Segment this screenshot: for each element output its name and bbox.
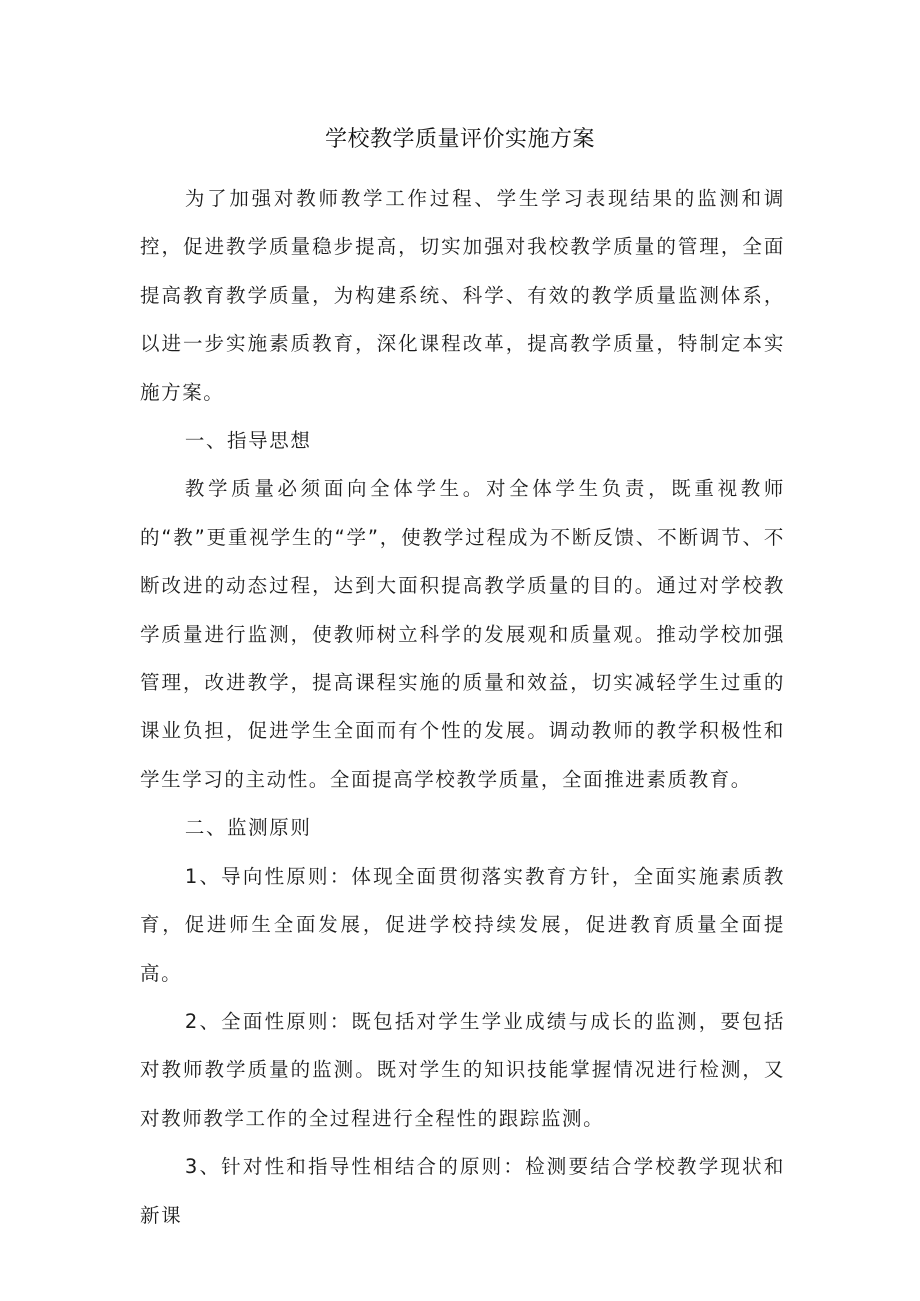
document-body (140, 175, 785, 1240)
document-title: 学校教学质量评价实施方案 (324, 127, 595, 152)
principle-3-paragraph: 3、针对性和指导性相结合的原则：检测要结合学校教学现状和新课 (140, 1155, 785, 1227)
intro-paragraph: 为了加强对教师教学工作过程、学生学习表现结果的监测和调控，促进教学质量稳步提高，切实加强对我校教学质量的管理，全面提高教育教学质量，为构建系统、科学、有效的教学质量监测体系，以进一步实施素质教育，深化课程改革，提高教学质量，特制定本实施方案。 (140, 187, 785, 404)
section-heading-monitoring-principles: 二、监测原则 (184, 816, 312, 840)
principle-2-paragraph: 2、全面性原则：既包括对学生学业成绩与成长的监测，要包括对教师教学质量的监测。既对学生的知识技能掌握情况进行检测，又对教师教学工作的全过程进行全程性的跟踪监测。 (140, 1009, 785, 1130)
principle-1-paragraph: 1、导向性原则：体现全面贯彻落实教育方针，全面实施素质教育，促进师生全面发展，促进学校持续发展，促进教育质量全面提高。 (140, 864, 785, 985)
section-heading-guiding-ideology: 一、指导思想 (184, 429, 312, 453)
guiding-ideology-paragraph: 教学质量必须面向全体学生。对全体学生负责，既重视教师的“教”更重视学生的“学”，使教学过程成为不断反馈、不断调节、不断改进的动态过程，达到大面积提高教学质量的目的。通过对学校教学质量进行监测，使教师树立科学的发展观和质量观。推动学校加强管理，改进教学，提高课程实施的质量和效益，切实减轻学生过重的课业负担，促进学生全面而有个性的发展。调动教师的教学积极性和学生学习的主动性。全面提高学校教学质量，全面推进素质教育。 (140, 477, 785, 791)
